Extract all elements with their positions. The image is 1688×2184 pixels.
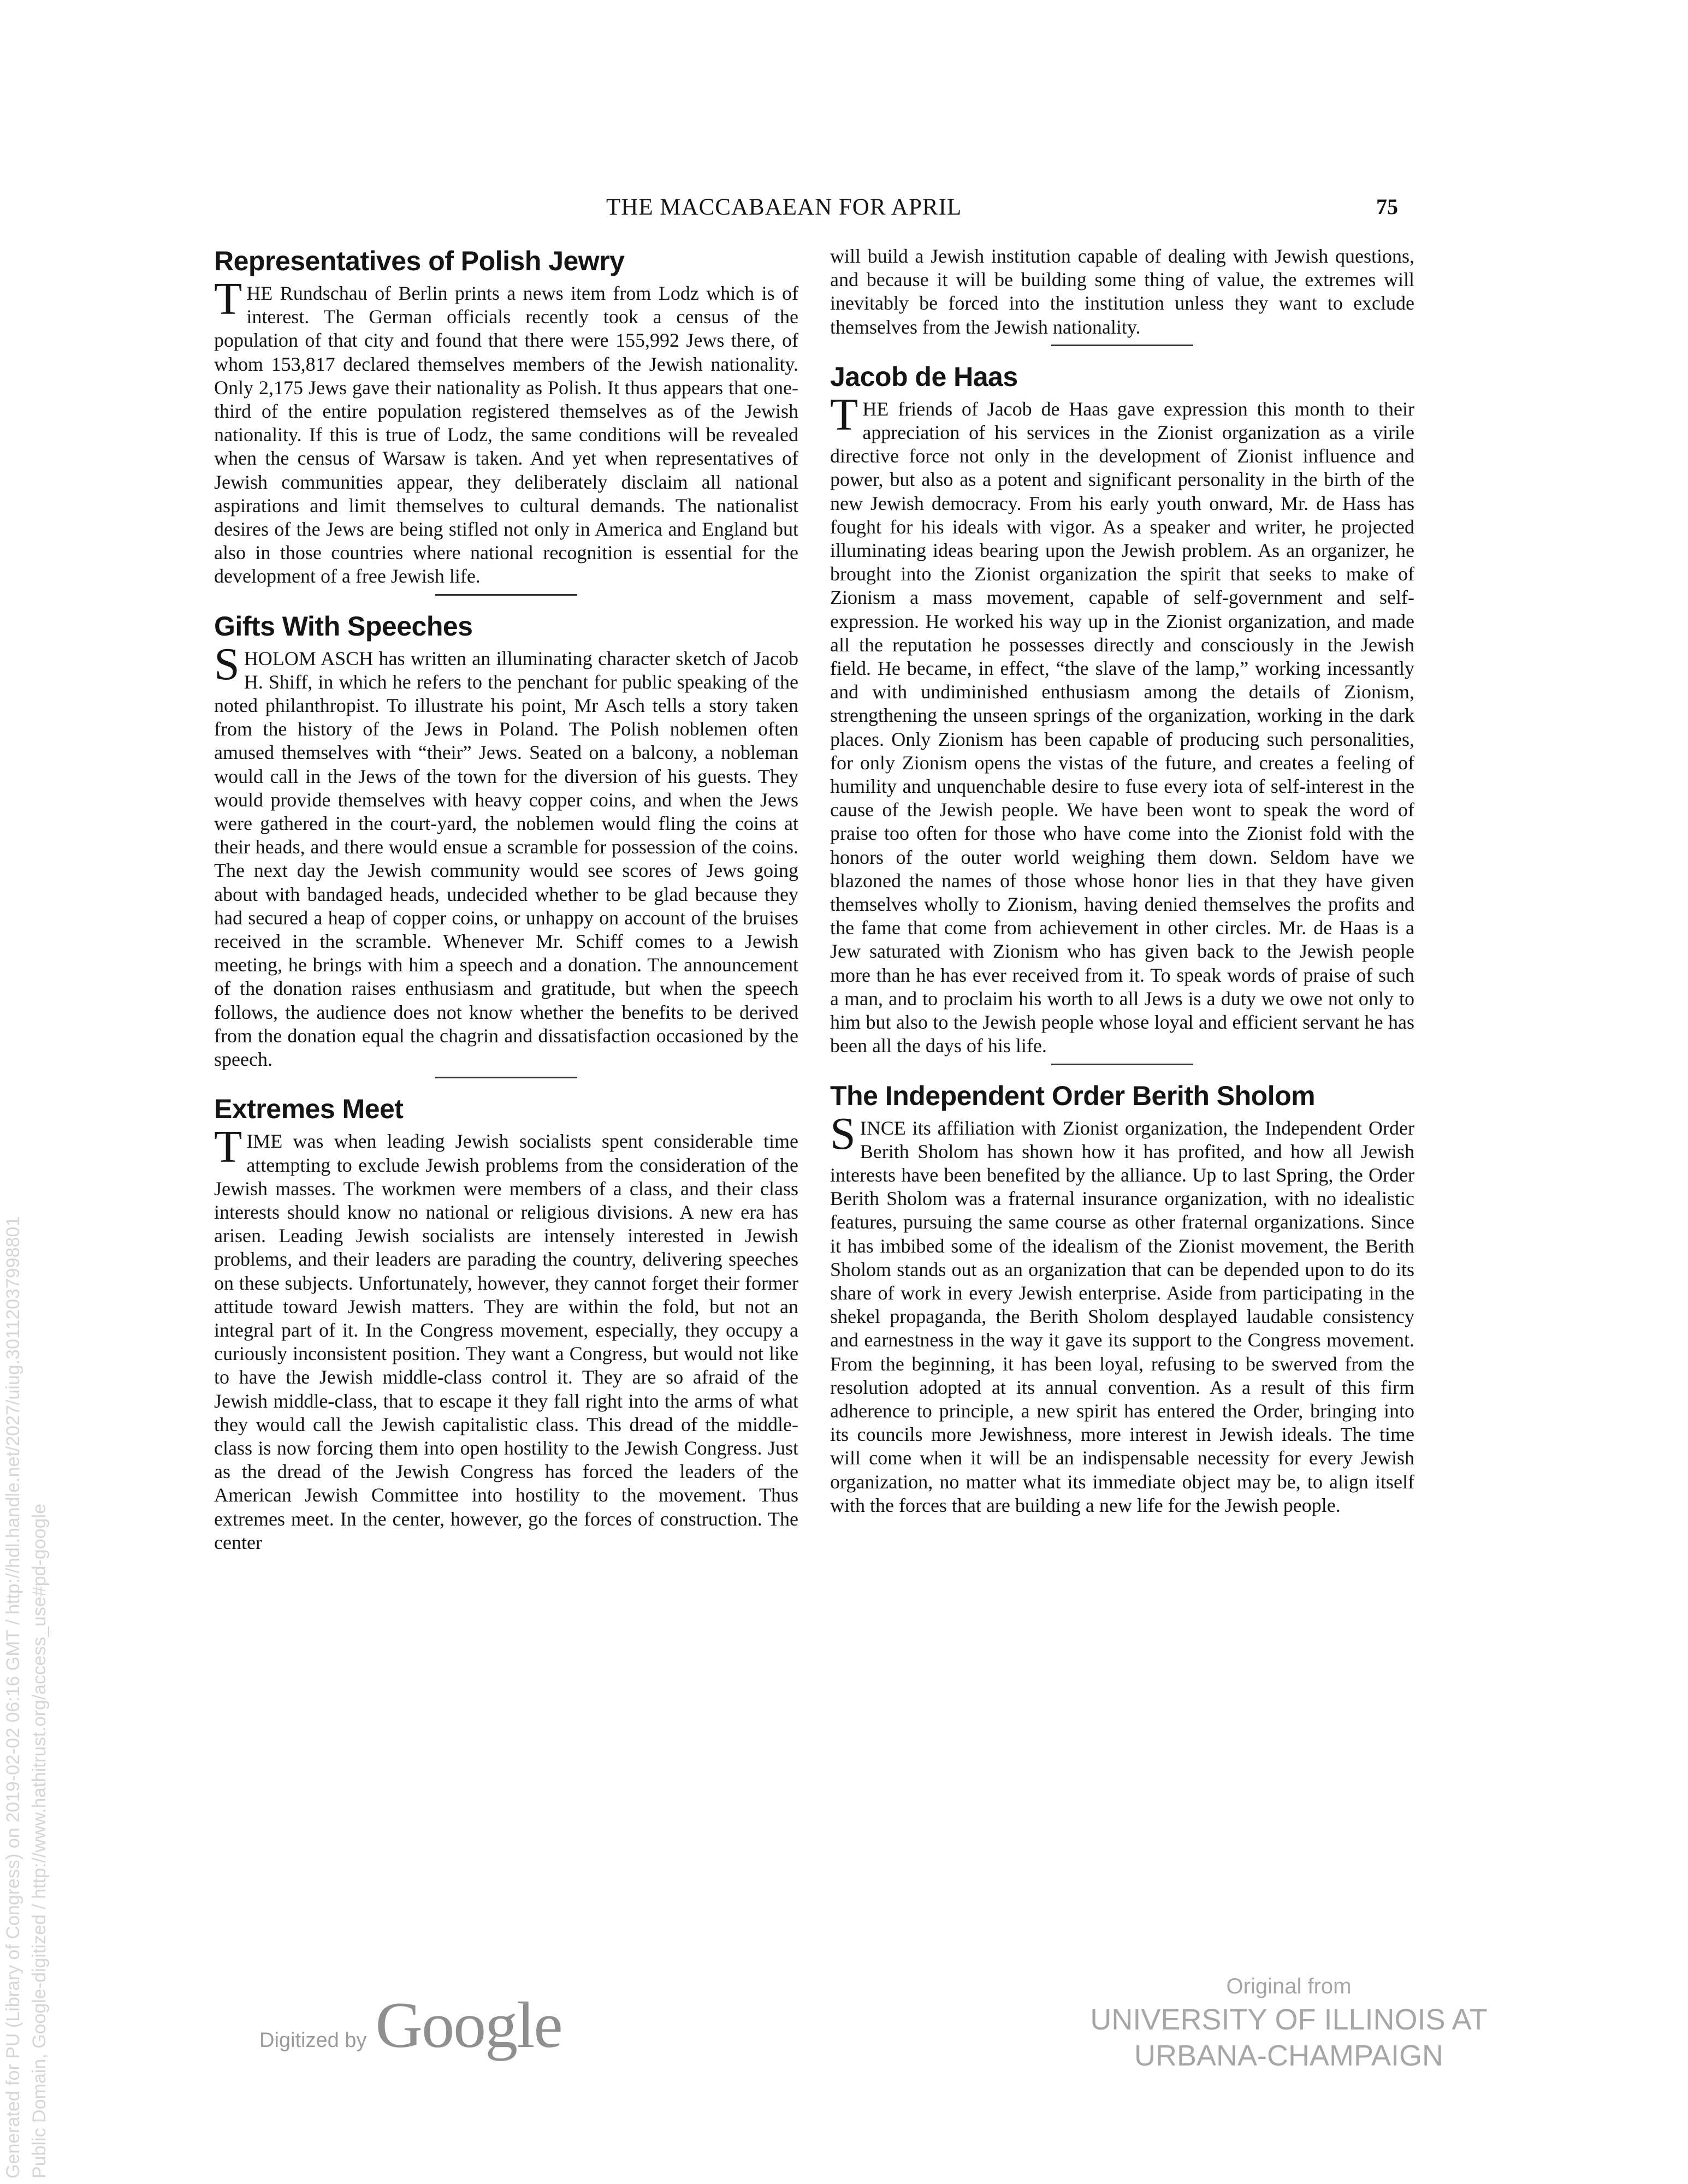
section-divider [1051,1064,1193,1065]
article-polish-jewry [214,245,798,589]
google-logo: Google [375,1989,562,2061]
article-text: IME was when leading Jewish socialists spent considerable time attempting to exclude Jewish problems from the consideration of the Jewish masses. The workmen were members of a class, and their class interests should know no national or religious divisions. A new era has arisen. Leading Jewish socialists are intensely interested in Jewish problems, and their leaders are parading the country, delivering speeches on these subjects. Unfortunately, however, they cannot forget their former attitude toward Jewish matters. They are within the fold, but not an integral part of it. In the Congress movement, especially, they occupy a curiously inconsistent position. They want a Congress, but would not like to have the Jewish middle-class control it. They are so afraid of the Jewish middle-class, that to escape it they fall right into the arms of what they would call the Jewish capitalistic class. This dread of the middle-class is now forcing them into open hostility to the Jewish Congress. Just as the dread of the Jewish Congress has forced the leaders of the American Jewish Committee into hostility to the movement. Thus extremes meet. In the center, however, go the forces of construction. The center [214,1130,798,1553]
drop-cap: S [830,1108,856,1159]
article-body [830,389,1414,1058]
drop-cap: S [214,638,240,690]
digitized-by-google-watermark [259,1987,562,2063]
university-name-line: URBANA-CHAMPAIGN [1134,2039,1444,2072]
digitized-by-label: Digitized by [259,2029,367,2052]
article-text: HOLOM ASCH has written an illuminating character sketch of Jacob H. Shiff, in which he refers to the penchant for public speaking of the noted philanthropist. To illustrate his point, Mr Asch tells a story taken from the history of the Jews in Poland. The Polish noblemen often amused themselves with “their” Jews. Seated on a balcony, a nobleman would call in the Jews of the town for the diversion of his guests. They would provide themselves with heavy copper coins, and when the Jews were gathered in the court-yard, the noblemen would fling the coins at their heads, and there would ensue a scramble for possession of the coins. The next day the Jewish community would see scores of Jews going about with bandaged heads, undecided whether to be glad because they had secured a heap of copper coins, or unhappy on account of the bruises received in the scramble. Whenever Mr. Schiff comes to a Jewish meeting, he brings with him a speech and a donation. The announcement of the donation raises enthusiasm and gratitude, but when the speech follows, the audience does not know whether the benefits to be derived from the donation equal the chagrin and dissatisfaction occasioned by the speech. [214,647,798,1071]
article-heading: Extremes Meet [214,1094,404,1125]
section-divider [1051,345,1193,346]
left-column [214,245,798,1554]
university-name-line: UNIVERSITY OF ILLINOIS AT [1090,2003,1488,2036]
section-divider [435,1077,577,1078]
section-divider [435,594,577,596]
vertical-watermark [0,1216,52,2179]
drop-cap: T [214,274,242,324]
article-text: HE friends of Jacob de Haas gave expression this month to their appreciation of his services in the Zionist organization as a virile directive force not only in the development of Zionist influence and power, but also as a potent and significant personality in the birth of the new Jewish democracy. From his early youth onward, Mr. de Hass has fought for his ideals with vigor. As a speaker and writer, he projected illuminating ideas bearing upon the Jewish problem. As an organizer, he brought into the Zionist organization the spirit that seeks to make of Zionism a mass movement, capable of self-government and self-expression. He worked his way up in the Zionist organization, and made all the reputation he possesses directly and consciously in the Jewish field. He became, in effect, “the slave of the lamp,” working incessantly and with undiminished enthusiasm among the details of Zionism, strengthening the unseen springs of the organization, working in the dark places. Only Zionism has been capable of producing such personalities, for only Zionism opens the vistas of the future, and creates a feeling of humility and unquenchable desire to fuse every iota of self-interest in the cause of the Jewish people. We have been wont to speak the word of praise too often for those who have come into the Zionist fold with the honors of the outer world weighing them down. Seldom have we blazoned the names of those whose honor lies in that they have given themselves wholly to Zionism, having denied themselves the profits and the fame that come from achievement in other circles. Mr. de Haas is a Jew saturated with Zionism who has given back to the Jewish people more than he has ever received from it. To speak words of praise of such a man, and to proclaim his worth to all Jews is a duty we owe not only to him but also to the Jewish people whose loyal and efficient servant he has been all the days of his life. [830,397,1414,1057]
article-text: HE Rundschau of Berlin prints a news item from Lodz which is of interest. The German officials recently took a census of the population of that city and found that there were 155,992 Jews there, of whom 153,817 declared themselves members of the Jewish nationality. Only 2,175 Jews gave their nationality as Polish. It thus appears that one-third of the entire population registered themselves as of the Jewish nationality. If this is true of Lodz, the same conditions will be revealed when the census of Warsaw is taken. And yet when representatives of Jewish communities appear, they deliberately disclaim all national aspirations and limit themselves to cultural demands. The nationalist desires of the Jews are being stifled not only in America and England but also in those countries where national recognition is essential for the development of a free Jewish life. [214,282,798,587]
article-heading: Representatives of Polish Jewry [214,246,625,276]
article-jacob-de-haas [830,360,1414,1058]
article-gifts-with-speeches [214,610,798,1072]
original-from-label: Original from [1226,1974,1352,1998]
article-berith-sholom [830,1079,1414,1517]
article-body [214,274,798,589]
original-source-watermark [1049,1971,1529,2074]
running-header-title: THE MACCABAEAN FOR APRIL [606,194,962,220]
article-heading: The Independent Order Berith Sholom [830,1080,1316,1111]
article-text: INCE its affiliation with Zionist organization, the Independent Order Berith Sholom has shown how it has profited, and how all Jewish interests have been benefited by the alliance. Up to last Spring, the Order Berith Sholom was a fraternal insurance organization, with no idealistic features, pursuing the same course as other fraternal organizations. Since it has imbibed some of the idealism of the Zionist movement, the Berith Sholom stands out as an organization that can be depended upon to do its share of work in every Jewish enterprise. Aside from participating in the shekel propaganda, the Berith Sholom desplayed laudable consistency and earnestness in the way it gave its support to the Congress movement. From the beginning, it has been loyal, refusing to be swerved from the resolution adopted at its annual convention. As a result of this firm adherence to principle, a new spirit has entered the Order, bringing into its councils more Jewishness, more interest in Jewish ideals. The time will come when it will be an indispensable necessity for every Jewish organization, no matter what its immediate object may be, to align itself with the forces that are building a new life for the Jewish people. [830,1117,1414,1516]
article-extremes-meet [214,1093,798,1554]
article-body [830,1108,1414,1517]
article-body [214,638,798,1072]
continued-text: will build a Jewish institution capable of dealing with Jewish questions, and because it will be building some thing of value, the extremes will inevitably be forced into the institution unless they want to exclude themselves from the Jewish nationality. [830,245,1414,338]
drop-cap: T [214,1121,242,1173]
right-column [830,245,1414,1517]
page-number: 75 [1376,194,1398,219]
watermark-line: Generated for PU (Library of Congress) on 2019-02-02 06:16 GMT / http://hdl.handle.net/2027/uiug.30112037998801 [3,1216,23,2179]
article-heading: Gifts With Speeches [214,610,473,642]
drop-cap: T [830,389,858,440]
article-heading: Jacob de Haas [830,361,1018,392]
watermark-line: Public Domain, Google-digitized / http://www.hathitrust.org/access_use#pd-google [29,1503,50,2179]
article-body [214,1121,798,1554]
